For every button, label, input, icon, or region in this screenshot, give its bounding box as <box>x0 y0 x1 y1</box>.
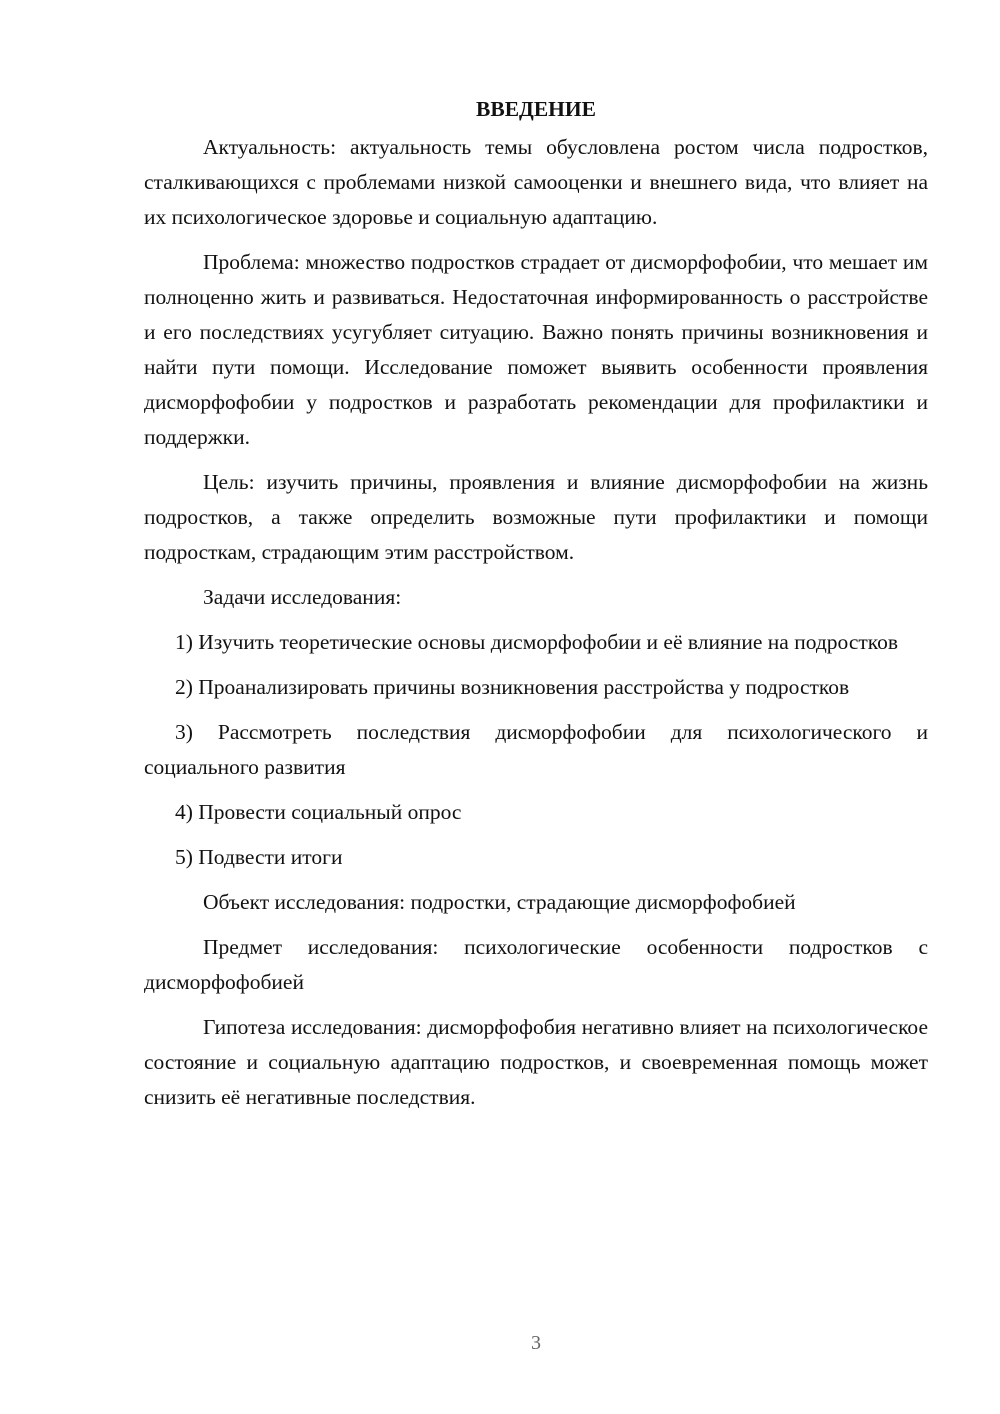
paragraph-goal: Цель: изучить причины, проявления и влияние дисморфофобии на жизнь подростков, а также определить возможные пути профилактики и помощи подросткам, страдающим этим расстройством. <box>144 470 928 564</box>
paragraph-relevance: Актуальность: актуальность темы обусловлена ростом числа подростков, сталкивающихся с проблемами низкой самооценки и внешнего вида, что влияет на их психологическое здоровье и социальную адаптацию. <box>144 135 928 229</box>
task-item-2: 2) Проанализировать причины возникновения расстройства у подростков <box>175 675 850 699</box>
document-page <box>144 92 928 1125</box>
paragraph-subject: Предмет исследования: психологические особенности подростков с дисморфофобией <box>144 935 928 994</box>
task-item-3: 3) Рассмотреть последствия дисморфофобии для психологического и социального развития <box>144 720 928 779</box>
paragraph-tasks-heading: Задачи исследования: <box>203 585 402 609</box>
page-number: 3 <box>531 1332 541 1354</box>
paragraph-problem: Проблема: множество подростков страдает от дисморфофобии, что мешает им полноценно жить и развиваться. Недостаточная информированность о расстройстве и его последствиях усугубляет ситуацию. Важно понять причины возникновения и найти пути помощи. Исследование поможет выявить особенности проявления дисморфофобии у подростков и разработать рекомендации для профилактики и поддержки. <box>144 250 928 449</box>
section-title: ВВЕДЕНИЕ <box>476 97 596 121</box>
paragraph-hypothesis: Гипотеза исследования: дисморфофобия негативно влияет на психологическое состояние и социальную адаптацию подростков, и своевременная помощь может снизить её негативные последствия. <box>144 1015 928 1109</box>
task-item-4: 4) Провести социальный опрос <box>175 800 462 824</box>
paragraph-object: Объект исследования: подростки, страдающие дисморфофобией <box>203 890 796 914</box>
task-item-5: 5) Подвести итоги <box>175 845 343 869</box>
task-item-1: 1) Изучить теоретические основы дисморфофобии и её влияние на подростков <box>175 630 899 654</box>
